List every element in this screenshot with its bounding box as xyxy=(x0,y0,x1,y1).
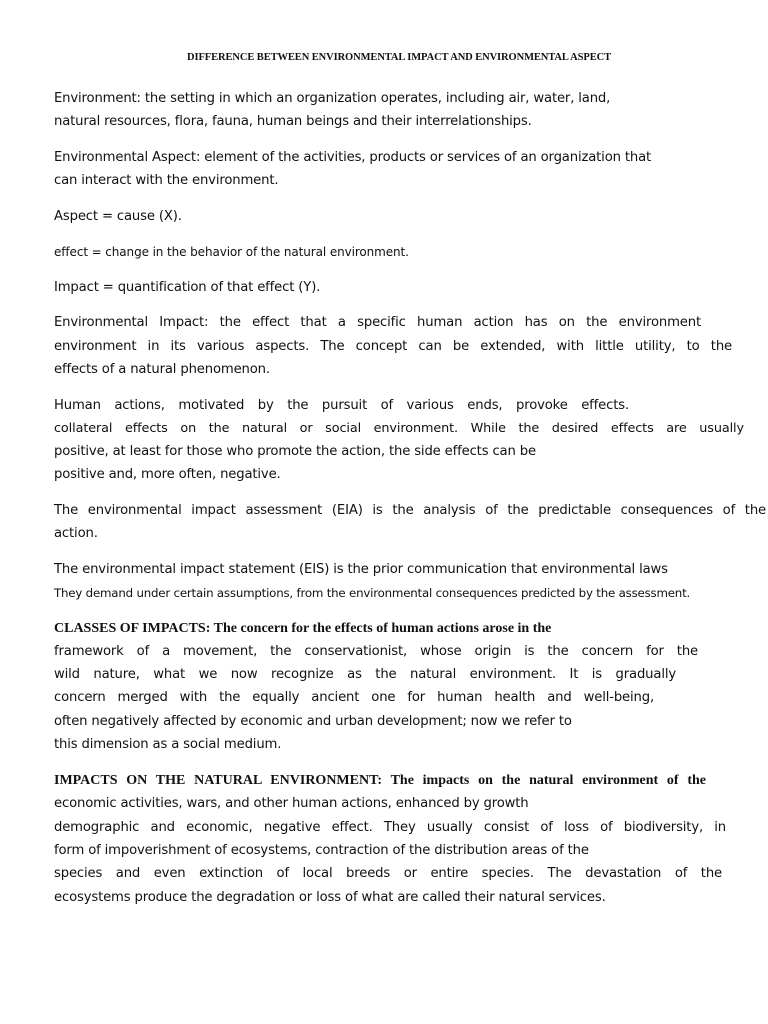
text-line: The environmental impact statement (EIS) is the prior communication that environmental laws xyxy=(54,562,668,577)
text-line: species and even extinction of local breeds or entire species. The devastation of the xyxy=(54,866,722,881)
text-line: can interact with the environment. xyxy=(54,173,279,188)
text-line: action. xyxy=(54,526,98,541)
text-line: economic activities, wars, and other human actions, enhanced by growth xyxy=(54,796,529,811)
section-heading-line: CLASSES OF IMPACTS: The concern for the effects of human actions arose in the xyxy=(54,621,552,636)
text-line: positive and, more often, negative. xyxy=(54,467,281,482)
text-line: collateral effects on the natural or social environment. While the desired effects are usually xyxy=(54,421,744,436)
text-line: environment in its various aspects. The concept can be extended, with little utility, to the xyxy=(54,339,732,354)
text-line: framework of a movement, the conservationist, whose origin is the concern for the xyxy=(54,644,698,659)
text-line: form of impoverishment of ecosystems, contraction of the distribution areas of the xyxy=(54,843,589,858)
text-line: They demand under certain assumptions, from the environmental consequences predicted by the assessment. xyxy=(54,586,691,600)
section-heading-line: IMPACTS ON THE NATURAL ENVIRONMENT: The impacts on the natural environment of the xyxy=(54,773,706,788)
text-line: this dimension as a social medium. xyxy=(54,737,282,752)
text-line: Environmental Aspect: element of the activities, products or services of an organization that xyxy=(54,150,652,165)
text-line: Aspect = cause (X). xyxy=(54,209,182,224)
text-line: natural resources, flora, fauna, human beings and their interrelationships. xyxy=(54,114,532,129)
text-line: positive, at least for those who promote the action, the side effects can be xyxy=(54,444,536,459)
text-line: concern merged with the equally ancient one for human health and well-being, xyxy=(54,690,654,705)
text-line: ecosystems produce the degradation or loss of what are called their natural services. xyxy=(54,890,606,905)
text-line: Environmental Impact: the effect that a specific human action has on the environment xyxy=(54,315,701,330)
document-title: DIFFERENCE BETWEEN ENVIRONMENTAL IMPACT AND ENVIRONMENTAL ASPECT xyxy=(187,52,611,63)
text-line: wild nature, what we now recognize as the natural environment. It is gradually xyxy=(54,667,676,682)
text-line: Impact = quantification of that effect (Y). xyxy=(54,280,321,295)
text-line: Human actions, motivated by the pursuit of various ends, provoke effects. xyxy=(54,398,629,413)
text-line: Environment: the setting in which an organization operates, including air, water, land, xyxy=(54,91,611,106)
text-line: effects of a natural phenomenon. xyxy=(54,362,270,377)
text-line: demographic and economic, negative effect. They usually consist of loss of biodiversity, in xyxy=(54,820,726,835)
text-line: The environmental impact assessment (EIA) is the analysis of the predictable consequences of the xyxy=(54,503,766,518)
text-line: effect = change in the behavior of the natural environment. xyxy=(54,245,409,259)
text-line: often negatively affected by economic and urban development; now we refer to xyxy=(54,714,572,729)
